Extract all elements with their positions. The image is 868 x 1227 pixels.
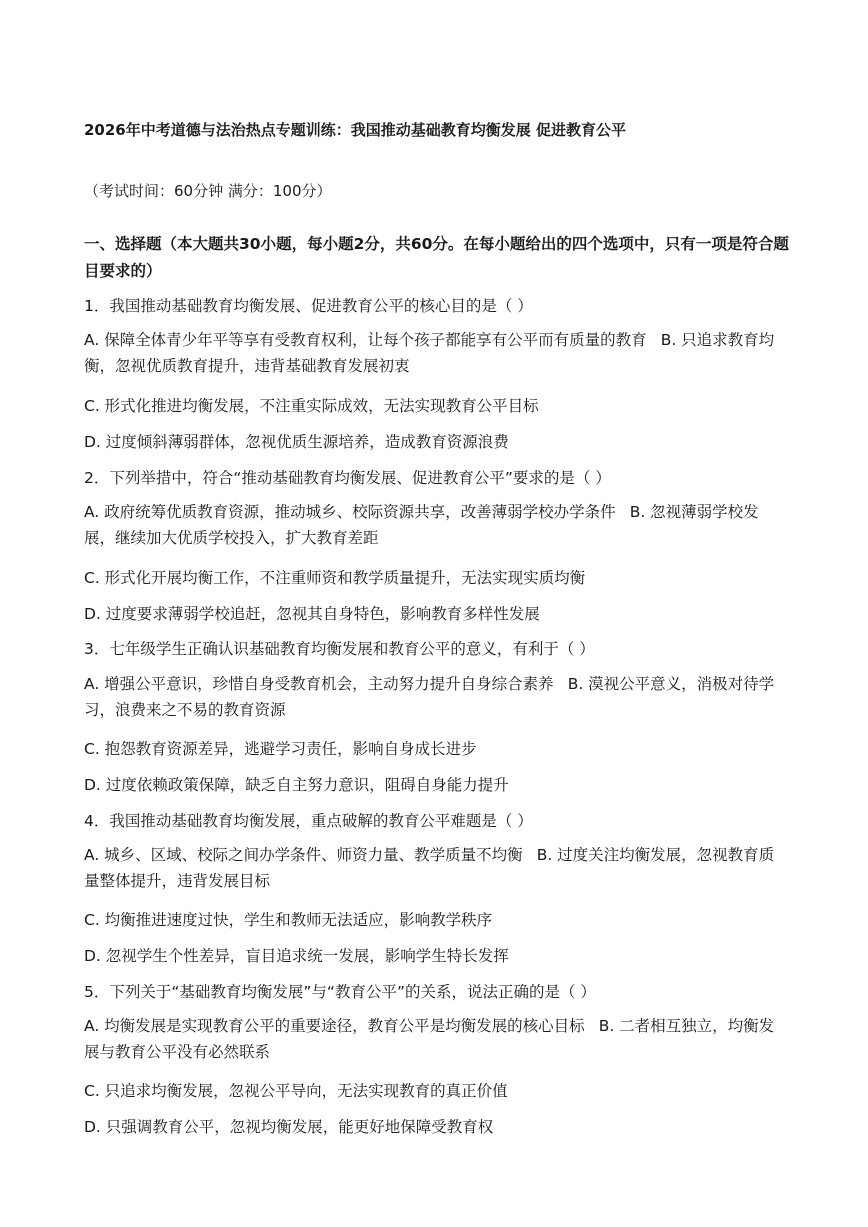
exam-info: （考试时间：60分钟 满分：100分） — [84, 182, 332, 200]
question-2-stem: 2．下列举措中，符合“推动基础教育均衡发展、促进教育公平”要求的是（ ） — [84, 469, 611, 487]
question-3-stem: 3．七年级学生正确认识基础教育均衡发展和教育公平的意义，有利于（ ） — [84, 640, 595, 658]
document-title: 2026年中考道德与法治热点专题训练：我国推动基础教育均衡发展 促进教育公平 — [84, 121, 626, 139]
question-1-option-b: B. 只追求教育均衡，忽视优质教育提升，违背基础教育发展初衷 — [84, 331, 775, 375]
question-1-options-ab — [84, 327, 789, 379]
question-3-option-c: C. 抱怨教育资源差异，逃避学习责任，影响自身成长进步 — [84, 740, 477, 758]
question-3-option-d: D. 过度依赖政策保障，缺乏自主努力意识，阻碍自身能力提升 — [84, 776, 509, 794]
question-3-option-b: B. 漠视公平意义，消极对待学习，浪费来之不易的教育资源 — [84, 675, 775, 719]
question-4-option-d: D. 忽视学生个性差异，盲目追求统一发展，影响学生特长发挥 — [84, 947, 509, 965]
question-5-option-c: C. 只追求均衡发展，忽视公平导向，无法实现教育的真正价值 — [84, 1082, 508, 1100]
question-4-option-b: B. 过度关注均衡发展，忽视教育质量整体提升，违背发展目标 — [84, 846, 775, 890]
question-5-options-ab — [84, 1013, 789, 1065]
question-3-option-a: A. 增强公平意识，珍惜自身受教育机会，主动努力提升自身综合素养 — [84, 675, 554, 693]
question-5-stem: 5．下列关于“基础教育均衡发展”与“教育公平”的关系，说法正确的是（ ） — [84, 983, 596, 1001]
question-5-option-d: D. 只强调教育公平，忽视均衡发展，能更好地保障受教育权 — [84, 1118, 494, 1136]
question-2-option-c: C. 形式化开展均衡工作，不注重师资和教学质量提升，无法实现实质均衡 — [84, 569, 586, 587]
question-2-option-b: B. 忽视薄弱学校发展，继续加大优质学校投入，扩大教育差距 — [84, 503, 759, 547]
question-4-options-ab — [84, 842, 789, 894]
question-5-option-a: A. 均衡发展是实现教育公平的重要途径，教育公平是均衡发展的核心目标 — [84, 1017, 585, 1035]
question-1-option-a: A. 保障全体青少年平等享有受教育权利，让每个孩子都能享有公平而有质量的教育 — [84, 331, 647, 349]
question-2-option-a: A. 政府统筹优质教育资源，推动城乡、校际资源共享，改善薄弱学校办学条件 — [84, 503, 616, 521]
question-4-option-a: A. 城乡、区域、校际之间办学条件、师资力量、教学质量不均衡 — [84, 846, 523, 864]
question-2-options-ab — [84, 499, 789, 551]
question-3-options-ab — [84, 671, 789, 723]
question-1-option-d: D. 过度倾斜薄弱群体，忽视优质生源培养，造成教育资源浪费 — [84, 433, 509, 451]
question-1-stem: 1．我国推动基础教育均衡发展、促进教育公平的核心目的是（ ） — [84, 297, 533, 315]
question-4-stem: 4．我国推动基础教育均衡发展，重点破解的教育公平难题是（ ） — [84, 812, 533, 830]
question-1-option-c: C. 形式化推进均衡发展，不注重实际成效，无法实现教育公平目标 — [84, 397, 539, 415]
question-4-option-c: C. 均衡推进速度过快，学生和教师无法适应，影响教学秩序 — [84, 911, 493, 929]
question-2-option-d: D. 过度要求薄弱学校追赶，忽视其自身特色，影响教育多样性发展 — [84, 605, 540, 623]
question-5-option-b: B. 二者相互独立，均衡发展与教育公平没有必然联系 — [84, 1017, 775, 1061]
section-heading: 一、选择题（本大题共30小题，每小题2分，共60分。在每小题给出的四个选项中，只有一项是符合题目要求的） — [84, 235, 789, 280]
